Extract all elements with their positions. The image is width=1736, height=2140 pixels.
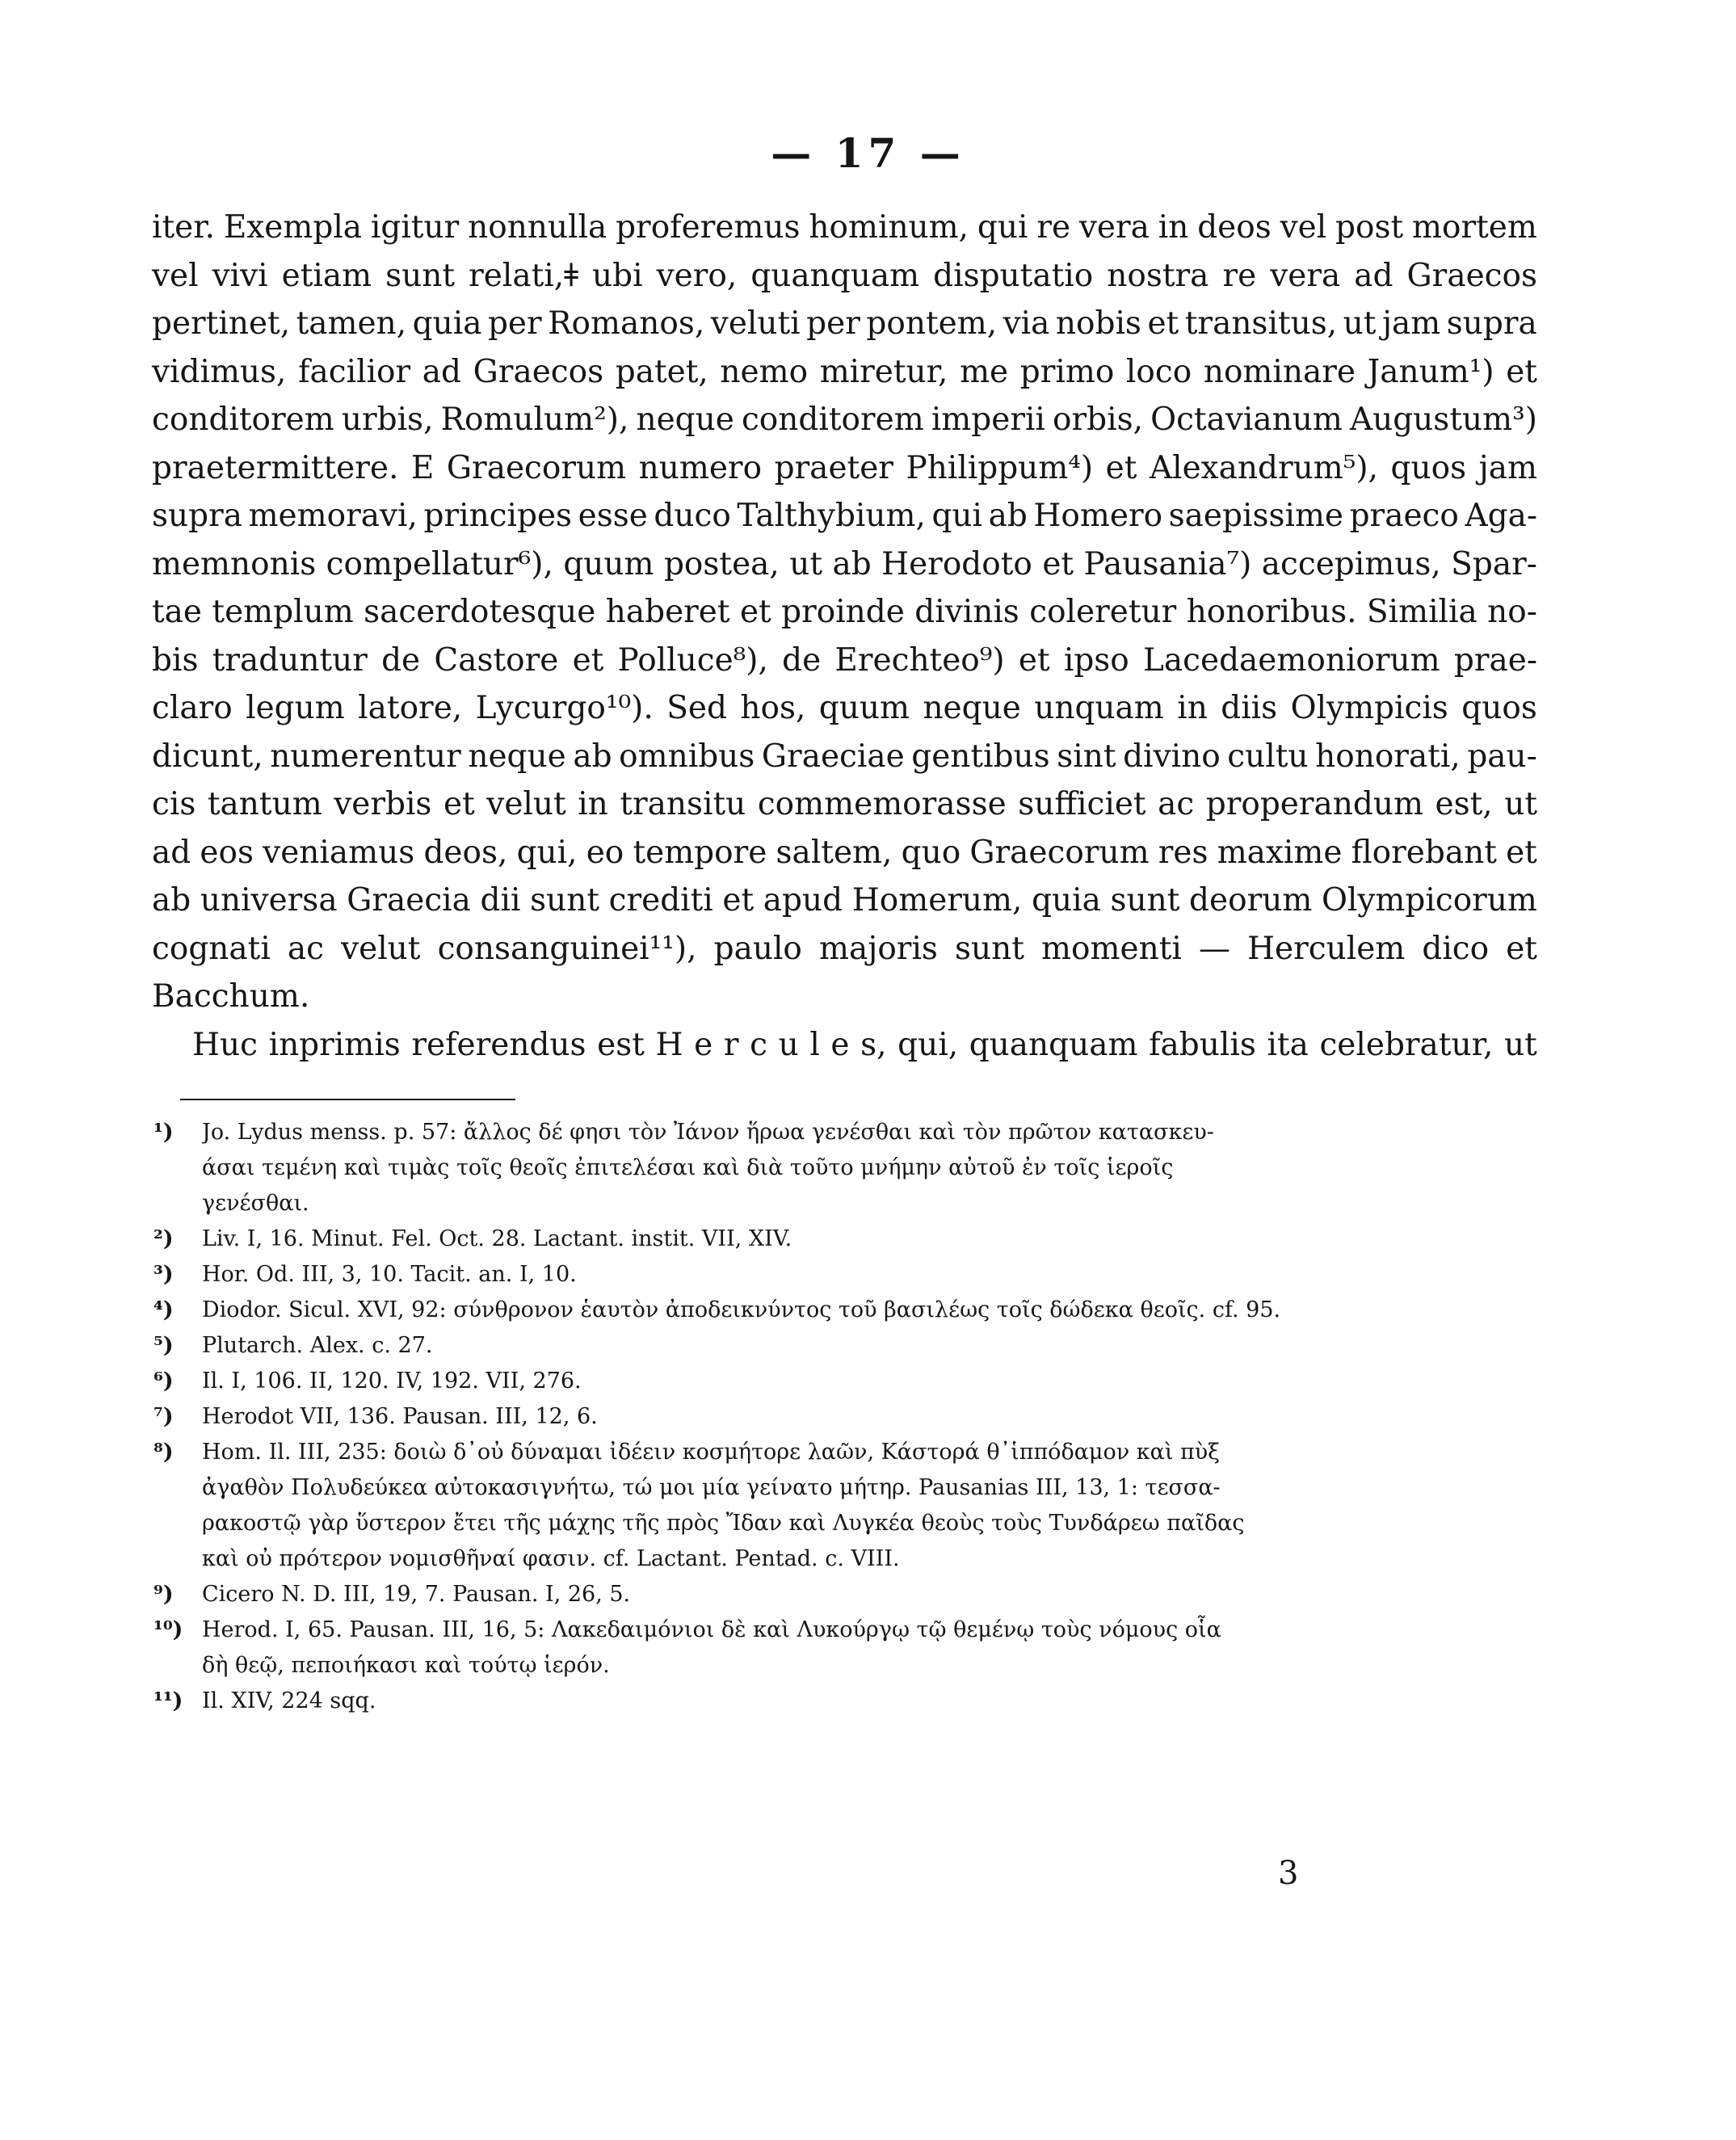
word: cultu: [1227, 738, 1309, 775]
word: saltem,: [776, 834, 893, 871]
word: jam: [1381, 305, 1441, 342]
word: Polluce⁸),: [617, 641, 768, 679]
footnote: [153, 1470, 1539, 1506]
word: velut: [341, 930, 421, 967]
word: sufficiet: [1018, 786, 1146, 822]
word: neque: [636, 402, 734, 438]
text-line: [152, 348, 1537, 397]
word: Augustum³): [1349, 402, 1537, 438]
word: vero,: [656, 257, 738, 294]
footnote: [153, 1648, 1539, 1684]
footnote-text: Herod. I, 65. Pausan. III, 16, 5: Λακεδαιμόνιοι δὲ καὶ Λυκούργῳ τῷ θεμένῳ τοὺς νόμους οἷα: [202, 1617, 1221, 1642]
word: Lycurgo¹⁰).: [475, 690, 654, 726]
word: accepimus,: [1261, 545, 1441, 582]
word: velut: [486, 786, 566, 822]
text-line: [152, 829, 1537, 877]
word: proferemus: [616, 209, 801, 246]
word: ut: [789, 545, 823, 582]
word: ac: [1158, 786, 1195, 822]
footnote: [153, 1577, 1539, 1612]
text-line: [152, 637, 1537, 685]
footnote-text: γενέσθαι.: [202, 1191, 309, 1216]
word: ut: [1343, 305, 1377, 342]
footnote-mark: ⁵): [153, 1333, 174, 1358]
word: et: [1506, 834, 1537, 871]
footnote-text: Liv. I, 16. Minut. Fel. Oct. 28. Lactant. instit. VII, XIV.: [202, 1226, 792, 1251]
word: sint: [1057, 738, 1116, 775]
word: neque: [923, 690, 1021, 726]
word: legum: [246, 690, 345, 726]
footnote-mark: ²): [153, 1226, 174, 1251]
word: Huc: [192, 1026, 258, 1063]
word: relati,ǂ: [469, 257, 579, 294]
text-line: [152, 492, 1537, 540]
word: dicunt,: [152, 738, 263, 775]
word: l: [809, 1026, 820, 1063]
text-line: [152, 780, 1537, 829]
word: me: [960, 353, 1009, 390]
word: numerentur: [270, 738, 461, 775]
word: quos: [1390, 449, 1467, 486]
word: Pausania⁷): [1083, 545, 1252, 582]
footnote-mark: ¹¹): [153, 1688, 183, 1713]
word: per: [487, 305, 542, 342]
word: ab: [573, 738, 612, 775]
word: igitur: [370, 209, 460, 246]
word: quanquam: [969, 1026, 1138, 1063]
footnote: [153, 1364, 1539, 1399]
word: sunt: [385, 257, 456, 294]
word: vidimus,: [152, 353, 287, 390]
text-line: [152, 877, 1537, 925]
footnote: [153, 1186, 1539, 1221]
word: ab: [152, 882, 191, 919]
word: cognati: [152, 930, 271, 967]
word: properandum: [1205, 786, 1423, 822]
footnote: [153, 1612, 1539, 1648]
word: orbis,: [1053, 402, 1143, 438]
footnote: [153, 1115, 1539, 1150]
footnote-text: Il. I, 106. II, 120. IV, 192. VII, 276.: [202, 1369, 582, 1394]
word: e: [830, 1026, 850, 1063]
footnote-text: άσαι τεμένη καὶ τιμὰς τοῖς θεοῖς ἐπιτελέσαι καὶ διὰ τοῦτο μνήμην αὐτοῦ ἐν τοῖς ἱεροῖς: [202, 1155, 1174, 1180]
word: qui,: [516, 834, 578, 871]
word: —: [1198, 930, 1230, 967]
word: proinde: [781, 594, 905, 630]
word: Romulum²),: [440, 402, 629, 438]
word: Sed: [666, 690, 727, 726]
word: verbis: [334, 786, 432, 822]
footnote: [153, 1506, 1539, 1541]
word: sunt: [530, 882, 599, 919]
word: Castore: [434, 641, 559, 679]
word: et: [1105, 449, 1137, 486]
footnote: [153, 1399, 1539, 1435]
word: nominare: [1203, 353, 1356, 390]
footnote-mark: ⁸): [153, 1440, 174, 1465]
footnote: [153, 1293, 1539, 1328]
word: veluti: [710, 305, 801, 342]
footnote-mark: [153, 1648, 202, 1684]
word: sunt: [1110, 882, 1180, 919]
word: de: [381, 641, 421, 679]
text-line: [152, 733, 1537, 781]
word: Herculem: [1247, 930, 1406, 967]
word: no-: [1487, 594, 1537, 630]
footnote: [153, 1221, 1539, 1257]
word: in: [1158, 209, 1189, 246]
text-line: [152, 588, 1537, 637]
footnote-text: Herodot VII, 136. Pausan. III, 12, 6.: [202, 1404, 598, 1429]
footnote-text: ρακοστῷ γὰρ ὕστερον ἔτει τῆς μάχης τῆς πρὸς Ἴδαν καὶ Λυγκέα θεοὺς τοὺς Τυνδάρεω παῖδας: [202, 1511, 1245, 1536]
footnote: [153, 1150, 1539, 1186]
word: ubi: [592, 257, 643, 294]
word: ab: [988, 498, 1028, 534]
word: traduntur: [212, 641, 368, 679]
word: re: [1222, 257, 1257, 294]
footnote-text: Jo. Lydus menss. p. 57: ἄλλος δέ φησι τὸν Ἰάνον ἥρωα γενέσθαι καὶ τὸν πρῶτον κατασκευ-: [202, 1120, 1214, 1145]
footnote-text: καὶ οὐ πρότερον νομισθῆναί φασιν. cf. Lactant. Pentad. c. VIII.: [202, 1546, 900, 1571]
word: tempore: [633, 834, 767, 871]
word: Herodoto: [881, 545, 1032, 582]
footnote-text: Diodor. Sicul. XVI, 92: σύνθρονον ἑαυτὸν ἀποδεικνύντος τοῦ βασιλέως τοῖς δώδεκα θεοῖς. cf. 95.: [202, 1297, 1281, 1322]
word: quia: [412, 305, 482, 342]
word: veniamus: [263, 834, 415, 871]
word: templum: [212, 594, 354, 630]
word: etiam: [281, 257, 372, 294]
footnote-divider: [180, 1099, 515, 1100]
word: neque: [468, 738, 566, 775]
page-number: — 17 —: [771, 129, 965, 177]
word: ad: [1354, 257, 1393, 294]
footnote-text: Il. XIV, 224 sqq.: [202, 1688, 376, 1713]
footnote-mark: ⁷): [153, 1404, 174, 1429]
word: memoravi,: [248, 498, 418, 534]
word: vera: [1078, 209, 1150, 246]
word: referendus: [411, 1026, 586, 1063]
word: principes: [423, 498, 573, 534]
footnote-text: Hor. Od. III, 3, 10. Tacit. an. I, 10.: [202, 1262, 577, 1287]
word: omnibus: [619, 738, 755, 775]
word: transitus,: [1184, 305, 1338, 342]
word: Graecorum: [969, 834, 1150, 871]
word: imperii: [931, 402, 1045, 438]
word: conditorem: [152, 402, 334, 438]
word: re: [1036, 209, 1071, 246]
word: Janum¹): [1367, 353, 1494, 390]
word: nonnulla: [468, 209, 607, 246]
word: c: [750, 1026, 767, 1063]
text-line: [152, 444, 1537, 493]
text-line: [152, 925, 1537, 973]
word: pau-: [1467, 738, 1537, 775]
word: disputatio: [933, 257, 1094, 294]
word: et: [443, 786, 475, 822]
word: quum: [818, 690, 910, 726]
word: praeco: [1349, 498, 1459, 534]
footnote-text: ἀγαθὸν Πολυδεύκεα αὐτοκασιγνήτω, τώ μοι μία γείνατο μήτηρ. Pausanias III, 13, 1: τεσσα-: [202, 1475, 1221, 1500]
word: vel: [152, 257, 199, 294]
word: nostra: [1107, 257, 1209, 294]
word: Spar-: [1451, 545, 1537, 582]
word: Talthybium,: [737, 498, 926, 534]
word: Olympicis: [1290, 690, 1448, 726]
word: Alexandrum⁵),: [1149, 449, 1378, 486]
word: consanguinei¹¹),: [437, 930, 697, 967]
word: majoris: [819, 930, 938, 967]
word: urbis,: [341, 402, 434, 438]
word: ac: [287, 930, 324, 967]
word: hos,: [740, 690, 806, 726]
footnote-text: Cicero N. D. III, 19, 7. Pausan. I, 26, 5.: [202, 1582, 631, 1607]
word: fabulis: [1149, 1026, 1256, 1063]
word: Graecos: [1406, 257, 1537, 294]
word: u: [778, 1026, 799, 1063]
word: et: [1506, 930, 1537, 967]
word: tae: [152, 594, 203, 630]
word: numero: [638, 449, 763, 486]
word: Graecos: [473, 353, 604, 390]
word: s,: [860, 1026, 887, 1063]
word: praeter: [774, 449, 893, 486]
word: cis: [152, 786, 196, 822]
word: e: [694, 1026, 713, 1063]
footnote-text: δὴ θεῷ, πεποιήκασι καὶ τούτῳ ἱερόν.: [202, 1653, 610, 1678]
word: iter.: [152, 209, 215, 246]
word: quo: [901, 834, 961, 871]
footnote-mark: ⁶): [153, 1369, 174, 1394]
word: patet,: [615, 353, 708, 390]
word: memnonis: [152, 545, 317, 582]
word: et: [739, 594, 771, 630]
footnote-mark: [153, 1541, 202, 1577]
word: qui: [931, 498, 983, 534]
footnote: [153, 1328, 1539, 1364]
word: est: [597, 1026, 645, 1063]
word: divino: [1123, 738, 1221, 775]
word: claro: [152, 690, 233, 726]
word: prae-: [1453, 641, 1537, 679]
word: et: [1506, 353, 1537, 390]
word: post: [1335, 209, 1404, 246]
word: diis: [1221, 690, 1278, 726]
word: unquam: [1034, 690, 1164, 726]
word: saepissime: [1168, 498, 1344, 534]
word: miretur,: [819, 353, 948, 390]
word: H: [655, 1026, 683, 1063]
word: crediti: [608, 882, 713, 919]
word: E: [410, 449, 435, 486]
word: florebant: [1351, 834, 1497, 871]
text-line: [152, 1021, 1537, 1070]
word: Graecorum: [446, 449, 627, 486]
word: dii: [480, 882, 521, 919]
word: mortem: [1412, 209, 1537, 246]
word: primo: [1019, 353, 1115, 390]
word: commemorasse: [757, 786, 1007, 822]
word: Similia: [1366, 594, 1477, 630]
word: quos: [1461, 690, 1537, 726]
footnote-mark: [153, 1470, 202, 1506]
word: vivi: [212, 257, 268, 294]
footnote-mark: ⁴): [153, 1297, 174, 1322]
word: universa: [200, 882, 338, 919]
word: deorum: [1189, 882, 1313, 919]
footnote-mark: ¹): [153, 1120, 174, 1145]
word: nobis: [1055, 305, 1141, 342]
word: sunt: [955, 930, 1024, 967]
word: divinis: [914, 594, 1019, 630]
text-line: [152, 252, 1537, 301]
word: Homero: [1033, 498, 1163, 534]
footnote-mark: ¹⁰): [153, 1617, 183, 1642]
footnote: [153, 1435, 1539, 1470]
word: honorati,: [1315, 738, 1461, 775]
word: et: [572, 641, 604, 679]
word: supra: [152, 498, 242, 534]
word: Graeciae: [761, 738, 905, 775]
word: facilior: [298, 353, 411, 390]
word: quia: [1032, 882, 1101, 919]
main-text: [152, 204, 1537, 1069]
word: ab: [832, 545, 872, 582]
word: ad: [422, 353, 462, 390]
word: vel: [1280, 209, 1327, 246]
word: transitu: [620, 786, 746, 822]
word: deos: [1197, 209, 1272, 246]
word: pontem,: [866, 305, 998, 342]
word: esse: [578, 498, 648, 534]
word: quanquam: [750, 257, 920, 294]
word: duco: [654, 498, 731, 534]
footnote: [153, 1684, 1539, 1719]
footnotes: [153, 1115, 1539, 1719]
word: pertinet,: [152, 305, 291, 342]
word: via: [1003, 305, 1050, 342]
text-line: [152, 204, 1537, 252]
text-line: [152, 540, 1537, 589]
word: quum: [563, 545, 654, 582]
word: ut: [1504, 786, 1537, 822]
word: r: [723, 1026, 739, 1063]
word: ipso: [1063, 641, 1129, 679]
word: momenti: [1041, 930, 1182, 967]
word: haberet: [605, 594, 730, 630]
word: apud: [763, 882, 843, 919]
word: Romanos,: [548, 305, 705, 342]
word: dico: [1422, 930, 1490, 967]
word: hominum,: [809, 209, 969, 246]
word: latore,: [358, 690, 463, 726]
word: celebratur,: [1319, 1026, 1494, 1063]
text-line: [152, 396, 1537, 444]
word: postea,: [663, 545, 780, 582]
text-line: [152, 300, 1537, 348]
word: conditorem: [741, 402, 924, 438]
word: ita: [1267, 1026, 1309, 1063]
word: de: [782, 641, 822, 679]
word: eo: [586, 834, 624, 871]
footnote-text: Hom. Il. III, 235: δοιὼ δ᾽οὐ δύναμαι ἰδέειν κοσμήτορε λαῶν, Κάστορά θ᾽ἱππόδαμον καὶ πὺξ: [202, 1440, 1221, 1465]
word: compellatur⁶),: [326, 545, 553, 582]
word: tamen,: [296, 305, 407, 342]
word: qui,: [897, 1026, 959, 1063]
footnote-mark: [153, 1150, 202, 1186]
word: in: [1177, 690, 1208, 726]
word: Lacedaemoniorum: [1143, 641, 1440, 679]
footnote-mark: [153, 1186, 202, 1221]
footnote-text: Plutarch. Alex. c. 27.: [202, 1333, 433, 1358]
signature-mark: 3: [1278, 1855, 1299, 1892]
word: maxime: [1217, 834, 1343, 871]
word: Exempla: [223, 209, 363, 246]
footnote: [153, 1257, 1539, 1293]
word: ut: [1503, 1026, 1537, 1063]
footnote-mark: [153, 1506, 202, 1541]
word: sacerdotesque: [364, 594, 596, 630]
word: tantum: [207, 786, 322, 822]
word: et: [1018, 641, 1050, 679]
word: Olympicorum: [1321, 882, 1537, 919]
word: res: [1158, 834, 1208, 871]
footnote-mark: ³): [153, 1262, 174, 1287]
text-line: Bacchum.: [152, 978, 310, 1015]
footnote: [153, 1541, 1539, 1577]
word: inprimis: [268, 1026, 401, 1063]
word: Homerum,: [851, 882, 1023, 919]
word: et: [722, 882, 755, 919]
word: qui: [977, 209, 1028, 246]
word: Aga-: [1465, 498, 1537, 534]
word: jam: [1478, 449, 1537, 486]
text-line: [152, 684, 1537, 733]
word: bis: [152, 641, 199, 679]
footnote-mark: ⁹): [153, 1582, 174, 1607]
word: Erechteo⁹): [834, 641, 1005, 679]
word: vera: [1270, 257, 1341, 294]
word: eos: [200, 834, 254, 871]
word: nemo: [720, 353, 809, 390]
word: gentibus: [911, 738, 1050, 775]
word: per: [806, 305, 860, 342]
word: ad: [152, 834, 191, 871]
word: et: [1042, 545, 1074, 582]
word: Philippum⁴): [906, 449, 1094, 486]
word: deos,: [423, 834, 508, 871]
word: est,: [1435, 786, 1493, 822]
word: supra: [1446, 305, 1537, 342]
word: coleretur: [1029, 594, 1177, 630]
word: honoribus.: [1186, 594, 1357, 630]
word: et: [1147, 305, 1179, 342]
word: in: [578, 786, 608, 822]
word: paulo: [713, 930, 802, 967]
word: loco: [1125, 353, 1192, 390]
word: Octavianum: [1150, 402, 1343, 438]
word: praetermittere.: [152, 449, 399, 486]
word: Graecia: [347, 882, 471, 919]
